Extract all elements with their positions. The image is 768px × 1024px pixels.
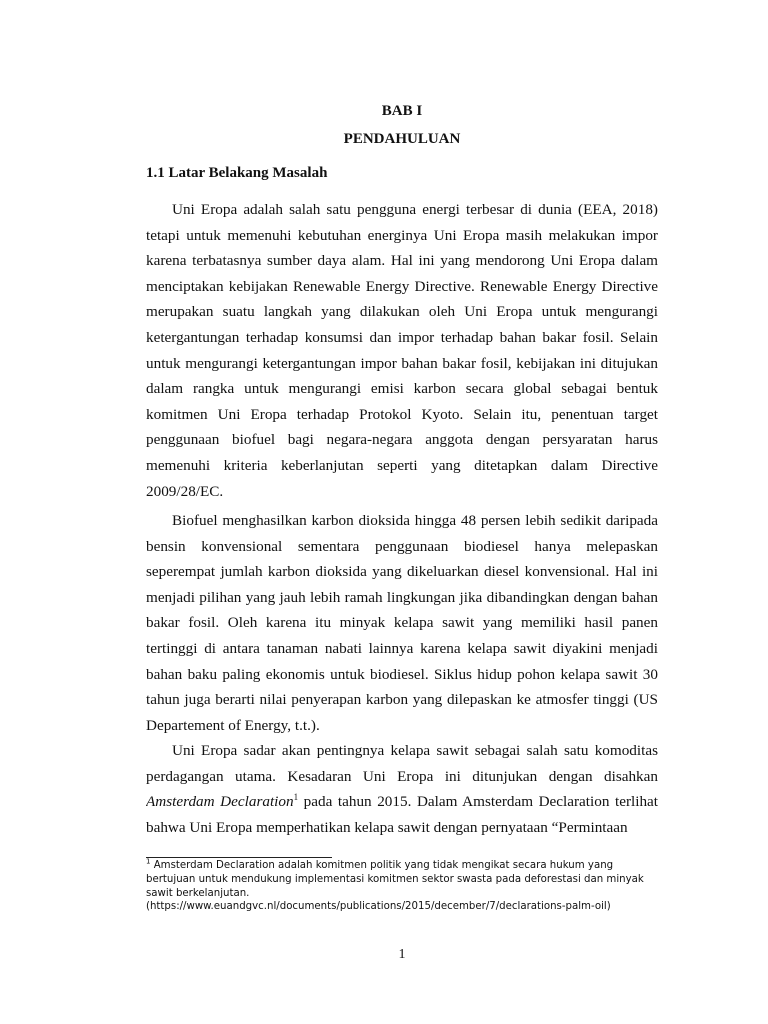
footnote-marker: 1 bbox=[146, 857, 151, 866]
chapter-title: PENDAHULUAN bbox=[343, 131, 461, 147]
paragraph-1-text: Uni Eropa adalah salah satu pengguna energi terbesar di dunia (EEA, 2018) tetapi untuk memenuhi kebutuhan energinya Uni Eropa masih melakukan impor karena terbatasnya sumber daya alam. Hal ini yang mendorong Uni Eropa dalam menciptakan kebijakan Renewable Energy Directive. Renewable Energy Directive merupakan suatu langkah yang dilakukan oleh Uni Eropa untuk mengurangi ketergantungan terhadap konsumsi dan impor terhadap bahan bakar fosil. Selain untuk mengurangi ketergantungan impor bahan bakar fosil, kebijakan ini ditujukan dalam rangka untuk mengurangi emisi karbon secara global sebagai bentuk komitmen Uni Eropa terhadap Protokol Kyoto. Selain itu, penentuan target penggunaan biofuel bagi negara-negara anggota dengan persyaratan harus memenuhi kriteria keberlanjutan seperti yang ditetapkan dalam Directive 2009/28/EC. bbox=[146, 201, 658, 500]
page-number: 1 bbox=[398, 947, 406, 962]
paragraph-3-text-after: pada tahun 2015. Dalam Amsterdam Declaration terlihat bahwa Uni Eropa memperhatikan kelapa sawit dengan pernyataan “Permintaan bbox=[146, 793, 658, 836]
paragraph-3-container bbox=[146, 738, 658, 842]
paragraph-3 bbox=[146, 738, 658, 840]
section-title: 1.1 Latar Belakang Masalah bbox=[146, 165, 328, 181]
paragraph-3-italic-term: Amsterdam Declaration bbox=[146, 793, 294, 811]
footnote bbox=[146, 859, 658, 914]
footnote-separator bbox=[146, 857, 332, 858]
footnote-reference[interactable]: 1 bbox=[293, 792, 299, 803]
paragraph-1 bbox=[146, 197, 658, 504]
paragraph-2-text: Biofuel menghasilkan karbon dioksida hingga 48 persen lebih sedikit daripada bensin konvensional sementara penggunaan biodiesel hanya melepaskan seperempat jumlah karbon dioksida yang dikeluarkan diesel konvensional. Hal ini menjadi pilihan yang jauh lebih ramah lingkungan jika dibandingkan dengan bahan bakar fosil. Oleh karena itu minyak kelapa sawit yang memiliki hasil panen tertinggi di antara tanaman nabati lainnya karena kelapa sawit diyakini menjadi bahan baku paling ekonomis untuk biodiesel. Siklus hidup pohon kelapa sawit 30 tahun juga berarti nilai penyerapan karbon yang dilepaskan ke atmosfer tinggi (US Departement of Energy, t.t.). bbox=[146, 512, 658, 734]
footnote-text: Amsterdam Declaration adalah komitmen politik yang tidak mengikat secara hukum yang bertujuan untuk mendukung implementasi komitmen sektor swasta pada deforestasi dan minyak sawit berkelanjutan. (https://www.euandgvc.nl/documents/publications/2015/december/7/declarations-palm-oil) bbox=[146, 860, 644, 913]
chapter-number: BAB I bbox=[381, 103, 423, 119]
paragraph-3-text-before: Uni Eropa sadar akan pentingnya kelapa sawit sebagai salah satu komoditas perdagangan utama. Kesadaran Uni Eropa ini ditunjukan dengan disahkan bbox=[146, 742, 658, 785]
paragraph-2 bbox=[146, 508, 658, 738]
